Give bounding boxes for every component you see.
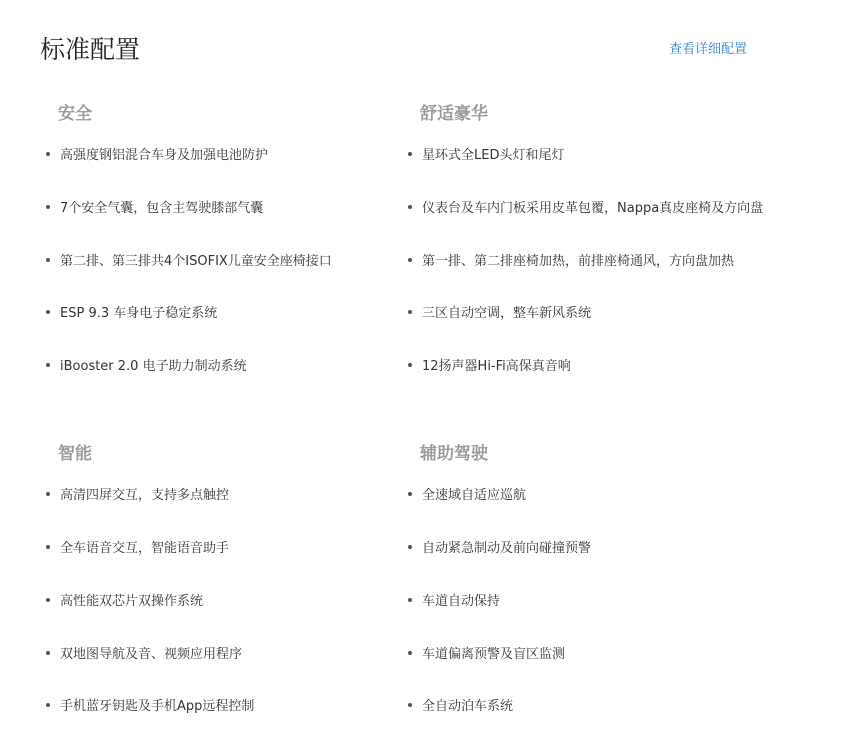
feature-item: 仪表台及车内门板采用皮革包覆，Nappa真皮座椅及方向盘 <box>408 200 763 218</box>
bullet-dot <box>408 258 412 262</box>
bullet-dot <box>408 703 412 707</box>
bullet-dot <box>408 310 412 314</box>
section-intelligence <box>40 443 440 714</box>
bullet-dot <box>46 258 50 262</box>
feature-item: 车道偏离预警及盲区监测 <box>408 646 565 664</box>
bullet-dot <box>46 703 50 707</box>
bullet-dot <box>46 205 50 209</box>
feature-item: 7个安全气囊，包含主驾驶膝部气囊 <box>46 200 263 218</box>
feature-item: 自动紧急制动及前向碰撞预警 <box>408 540 591 558</box>
feature-item: 双地图导航及音、视频应用程序 <box>46 646 242 664</box>
section-driver-assistance <box>402 443 802 714</box>
section-title-intelligence: 智能 <box>58 444 92 464</box>
bullet-dot <box>408 152 412 156</box>
bullet-dot <box>408 651 412 655</box>
bullet-dot <box>408 492 412 496</box>
feature-item: 12扬声器Hi-Fi高保真音响 <box>408 358 571 376</box>
page-title: 标准配置 <box>40 35 141 64</box>
bullet-dot <box>408 363 412 367</box>
feature-item: 第一排、第二排座椅加热，前排座椅通风，方向盘加热 <box>408 253 734 271</box>
feature-item: 高性能双芯片双操作系统 <box>46 593 203 611</box>
bullet-dot <box>46 310 50 314</box>
bullet-dot <box>46 492 50 496</box>
section-title-safety: 安全 <box>58 104 92 124</box>
bullet-dot <box>46 545 50 549</box>
feature-item: 车道自动保持 <box>408 593 500 611</box>
feature-item: 手机蓝牙钥匙及手机App远程控制 <box>46 698 254 716</box>
section-title-comfort-luxury: 舒适豪华 <box>420 104 488 124</box>
bullet-dot <box>46 651 50 655</box>
bullet-dot <box>408 598 412 602</box>
feature-item: 星环式全LED头灯和尾灯 <box>408 147 564 165</box>
section-comfort-luxury <box>402 103 802 374</box>
bullet-dot <box>408 545 412 549</box>
feature-item: iBooster 2.0 电子助力制动系统 <box>46 358 247 376</box>
section-safety <box>40 103 440 374</box>
feature-item: 第二排、第三排共4个ISOFIX儿童安全座椅接口 <box>46 253 332 271</box>
bullet-dot <box>46 152 50 156</box>
bullet-dot <box>408 205 412 209</box>
feature-item: 高强度钢铝混合车身及加强电池防护 <box>46 147 268 165</box>
feature-item: 全速域自适应巡航 <box>408 487 526 505</box>
bullet-dot <box>46 598 50 602</box>
bullet-dot <box>46 363 50 367</box>
feature-item: ESP 9.3 车身电子稳定系统 <box>46 305 217 323</box>
feature-item: 全自动泊车系统 <box>408 698 513 716</box>
feature-item: 高清四屏交互，支持多点触控 <box>46 487 229 505</box>
feature-item: 全车语音交互，智能语音助手 <box>46 540 229 558</box>
section-title-driver-assistance: 辅助驾驶 <box>420 444 488 464</box>
view-detailed-config-link[interactable]: 查看详细配置 <box>668 42 747 57</box>
feature-item: 三区自动空调，整车新风系统 <box>408 305 591 323</box>
